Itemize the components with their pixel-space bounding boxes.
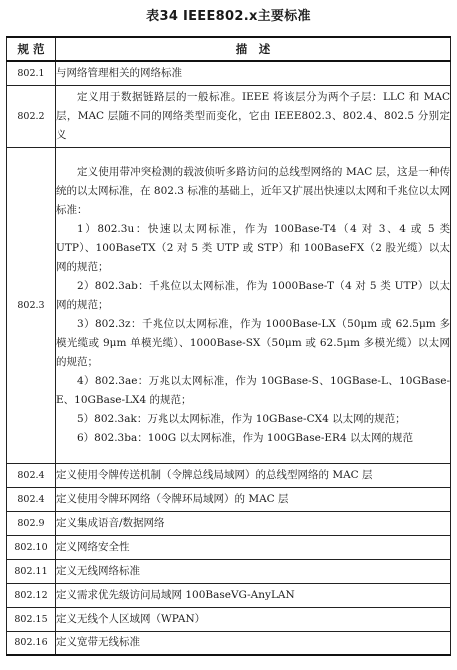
description-line: 定义宽带无线标准 <box>56 636 140 649</box>
table-row <box>7 487 451 511</box>
row-code: 802.12 <box>7 583 56 607</box>
row-description <box>56 535 451 559</box>
row-description <box>56 61 451 85</box>
standards-table <box>6 36 451 656</box>
description-line: 定义使用令牌传送机制（令牌总线局域网）的总线型网络的 MAC 层 <box>56 468 373 481</box>
row-code: 802.1 <box>7 61 56 85</box>
row-description <box>56 463 451 487</box>
table-row <box>7 559 451 583</box>
row-description <box>56 559 451 583</box>
description-line: 定义网络安全性 <box>56 540 130 553</box>
table-row <box>7 511 451 535</box>
header-code: 规 范 <box>7 37 56 61</box>
header-description: 描 述 <box>56 37 451 61</box>
description-line: 定义需求优先级访问局域网 100BaseVG-AnyLAN <box>56 588 295 601</box>
description-line: 6）802.3ba：100G 以太网标准，作为 100GBase-ER4 以太网的规范 <box>77 431 413 444</box>
row-code: 802.9 <box>7 511 56 535</box>
row-description <box>56 583 451 607</box>
row-description <box>56 607 451 631</box>
table-row <box>7 583 451 607</box>
description-line: 定义使用令牌环网络（令牌环局域网）的 MAC 层 <box>56 492 289 505</box>
description-line: 1）802.3u：快速以太网标准，作为 100Base-T4（4 对 3、4 或 5 类 UTP）、100BaseTX（2 对 5 类 UTP 或 STP）和 100BaseFX（2 股光缆）以太网的规范； <box>56 222 450 273</box>
row-code: 802.4 <box>7 463 56 487</box>
table-row <box>7 61 451 85</box>
row-description <box>56 631 451 655</box>
description-line: 3）802.3z：千兆位以太网标准，作为 1000Base-LX（50μm 或 62.5μm 多模光缆或 9μm 单模光缆）、1000Base-SX（50μm 或 62.5μm 多模光缆）以太网的规范； <box>56 317 450 368</box>
row-description <box>56 147 451 463</box>
row-code: 802.4 <box>7 487 56 511</box>
row-code: 802.2 <box>7 85 56 147</box>
table-row <box>7 147 451 463</box>
description-line: 定义无线网络标准 <box>56 564 140 577</box>
description-line: 定义无线个人区域网（WPAN） <box>56 612 206 625</box>
table-header-row <box>7 37 451 61</box>
description-line: 5）802.3ak：万兆以太网标准，作为 10GBase-CX4 以太网的规范； <box>77 412 406 425</box>
row-code: 802.15 <box>7 607 56 631</box>
table-title: 表34 IEEE802.x主要标准 <box>146 9 311 24</box>
row-code: 802.3 <box>7 147 56 463</box>
row-description <box>56 487 451 511</box>
description-line: 与网络管理相关的网络标准 <box>56 66 182 79</box>
row-description <box>56 85 451 147</box>
row-description <box>56 511 451 535</box>
table-row <box>7 631 451 655</box>
description-line: 定义使用带冲突检测的载波侦听多路访问的总线型网络的 MAC 层，这是一种传统的以太网标准，在 802.3 标准的基础上，近年又扩展出快速以太网和千兆位以太网标准： <box>56 165 450 216</box>
row-code: 802.16 <box>7 631 56 655</box>
table-row <box>7 607 451 631</box>
description-line: 定义集成语音/数据网络 <box>56 516 165 529</box>
row-code: 802.10 <box>7 535 56 559</box>
table-row <box>7 535 451 559</box>
table-row <box>7 85 451 147</box>
description-line: 2）802.3ab：千兆位以太网标准，作为 1000Base-T（4 对 5 类 UTP）以太网的规范； <box>56 279 450 311</box>
table-row <box>7 463 451 487</box>
description-line: 定义用于数据链路层的一般标准。IEEE 将该层分为两个子层：LLC 和 MAC 层，MAC 层随不同的网络类型而变化，它由 IEEE802.3、802.4、802.5 分别定义 <box>56 90 450 141</box>
row-code: 802.11 <box>7 559 56 583</box>
description-line: 4）802.3ae：万兆以太网标准，作为 10GBase-S、10GBase-L、10GBase-E、10GBase-LX4 的规范； <box>56 374 450 406</box>
